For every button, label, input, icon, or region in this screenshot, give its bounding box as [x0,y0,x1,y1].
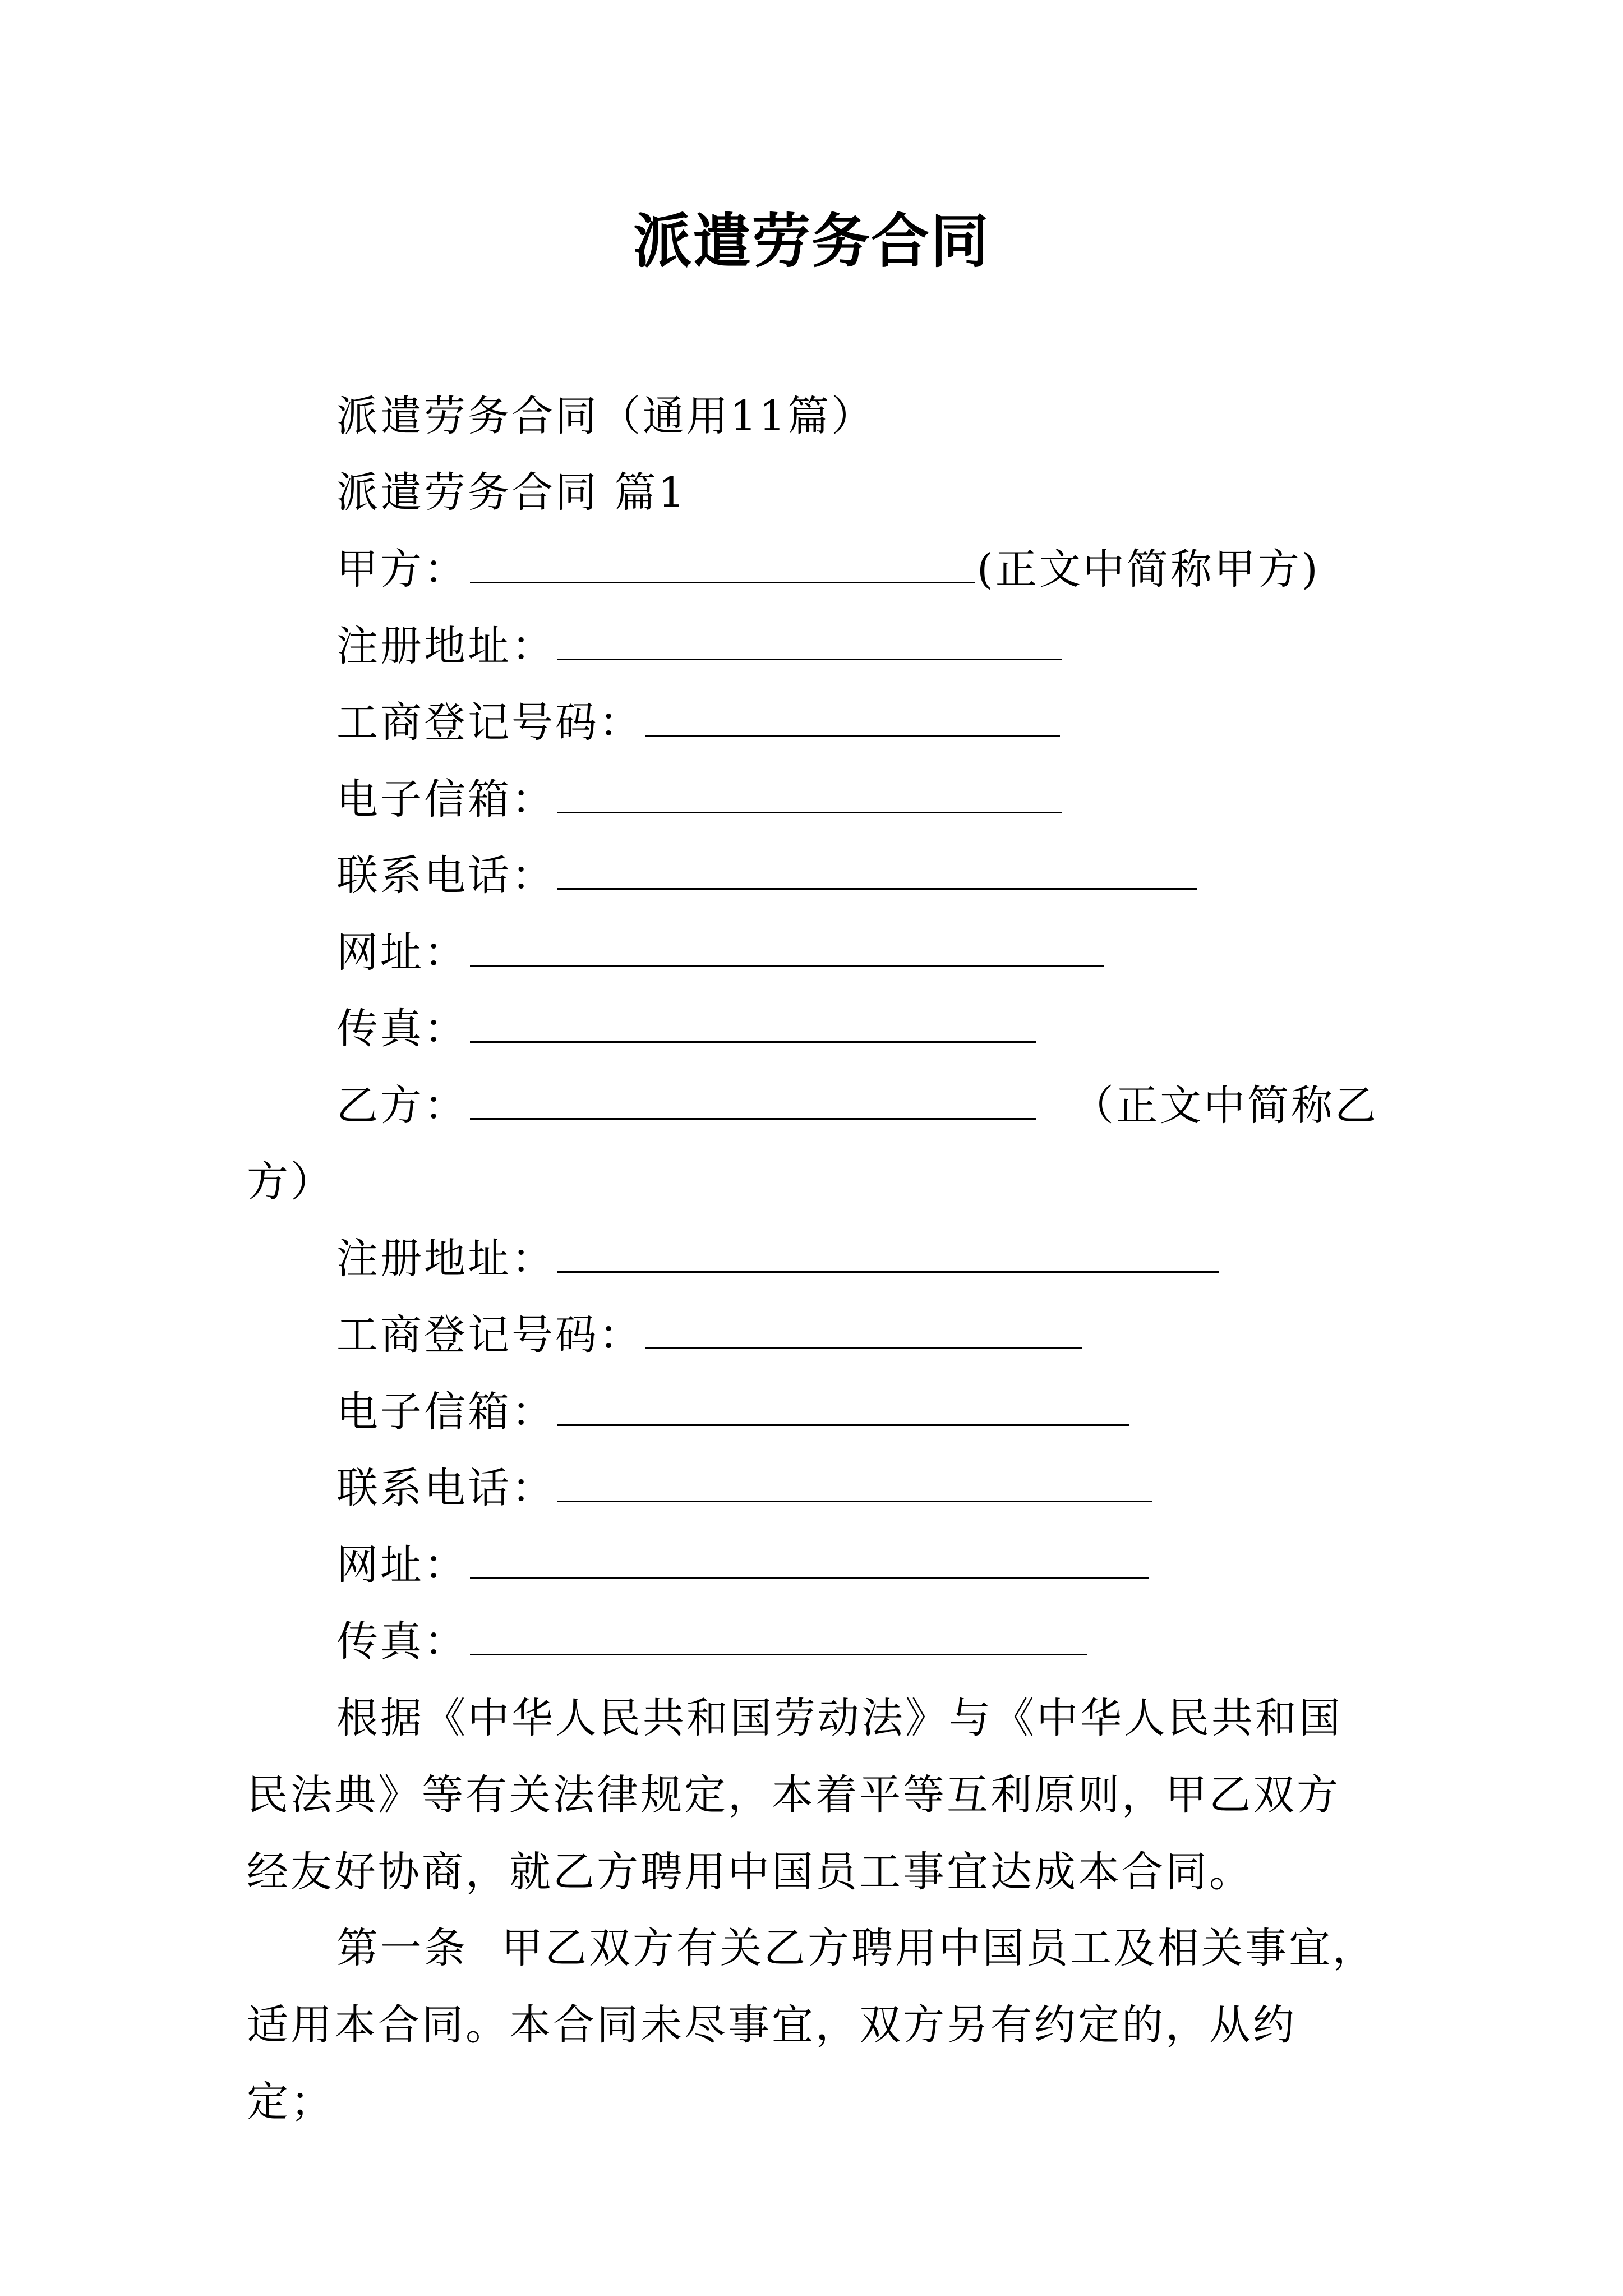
party-b-registration-blank[interactable] [645,1312,1082,1349]
party-b-email-line [336,1384,1132,1440]
article-1-text: 甲乙双方有关乙方聘用中国员工及相关事宜，适用本合同。本合同未尽事宜，双方另有约定的，从约定； [247,1924,1376,2126]
party-a-email-line [336,771,1064,827]
party-a-address-line [336,618,1064,674]
field-label: 注册地址： [336,622,555,670]
party-b-label: 乙方： [336,1082,468,1130]
party-b-suffix-continued: 方） [247,1158,334,1206]
field-label: 联系电话： [336,1464,555,1512]
party-a-phone-line [336,848,1199,904]
party-b-phone-blank[interactable] [557,1465,1152,1502]
party-b-address-blank[interactable] [557,1235,1219,1273]
party-a-line [336,541,1320,597]
field-label: 注册地址： [336,1235,555,1283]
field-label: 传真： [336,1005,468,1053]
party-b-line [336,1078,1378,1134]
preamble-paragraph: 根据《中华人民共和国劳动法》与《中华人民共和国民法典》等有关法律规定，本着平等互利原则，甲乙双方经友好协商，就乙方聘用中国员工事宜达成本合同。 [247,1694,1343,1896]
party-b-fax-line [336,1613,1089,1669]
party-b-registration-line [336,1307,1085,1363]
article-1-label: 第一条 [336,1924,468,1972]
party-a-suffix: (正文中简称甲方) [977,545,1320,593]
section-heading: 派遣劳务合同 篇1 [336,468,687,517]
party-a-website-blank[interactable] [470,929,1104,967]
document-title: 派遣劳务合同 [633,207,990,275]
article-1-paragraph [247,1910,1380,2141]
field-label: 工商登记号码： [336,698,643,747]
party-b-address-line [336,1231,1221,1287]
party-b-website-line [336,1537,1151,1593]
field-label: 网址： [336,928,468,977]
party-b-website-blank[interactable] [470,1542,1149,1579]
field-label: 网址： [336,1541,468,1589]
party-b-suffix: （正文中简称乙 [1072,1082,1378,1130]
party-a-website-line [336,924,1106,981]
field-label: 电子信箱： [336,775,555,823]
document-subtitle: 派遣劳务合同（通用11篇） [336,392,875,440]
party-b-phone-line [336,1460,1154,1516]
party-a-address-blank[interactable] [557,623,1062,660]
field-label: 工商登记号码： [336,1311,643,1359]
party-a-label: 甲方： [336,545,468,593]
field-label: 联系电话： [336,852,555,900]
party-a-fax-blank[interactable] [470,1005,1036,1043]
party-b-email-blank[interactable] [557,1388,1129,1426]
party-a-registration-line [336,694,1062,751]
field-label: 传真： [336,1617,468,1665]
party-a-fax-line [336,1001,1039,1057]
party-a-blank[interactable] [470,546,975,583]
party-b-fax-blank[interactable] [470,1618,1087,1655]
party-a-email-blank[interactable] [557,776,1062,813]
party-a-registration-blank[interactable] [645,699,1060,737]
party-a-phone-blank[interactable] [557,852,1197,890]
field-label: 电子信箱： [336,1388,555,1436]
party-b-blank[interactable] [470,1082,1036,1120]
